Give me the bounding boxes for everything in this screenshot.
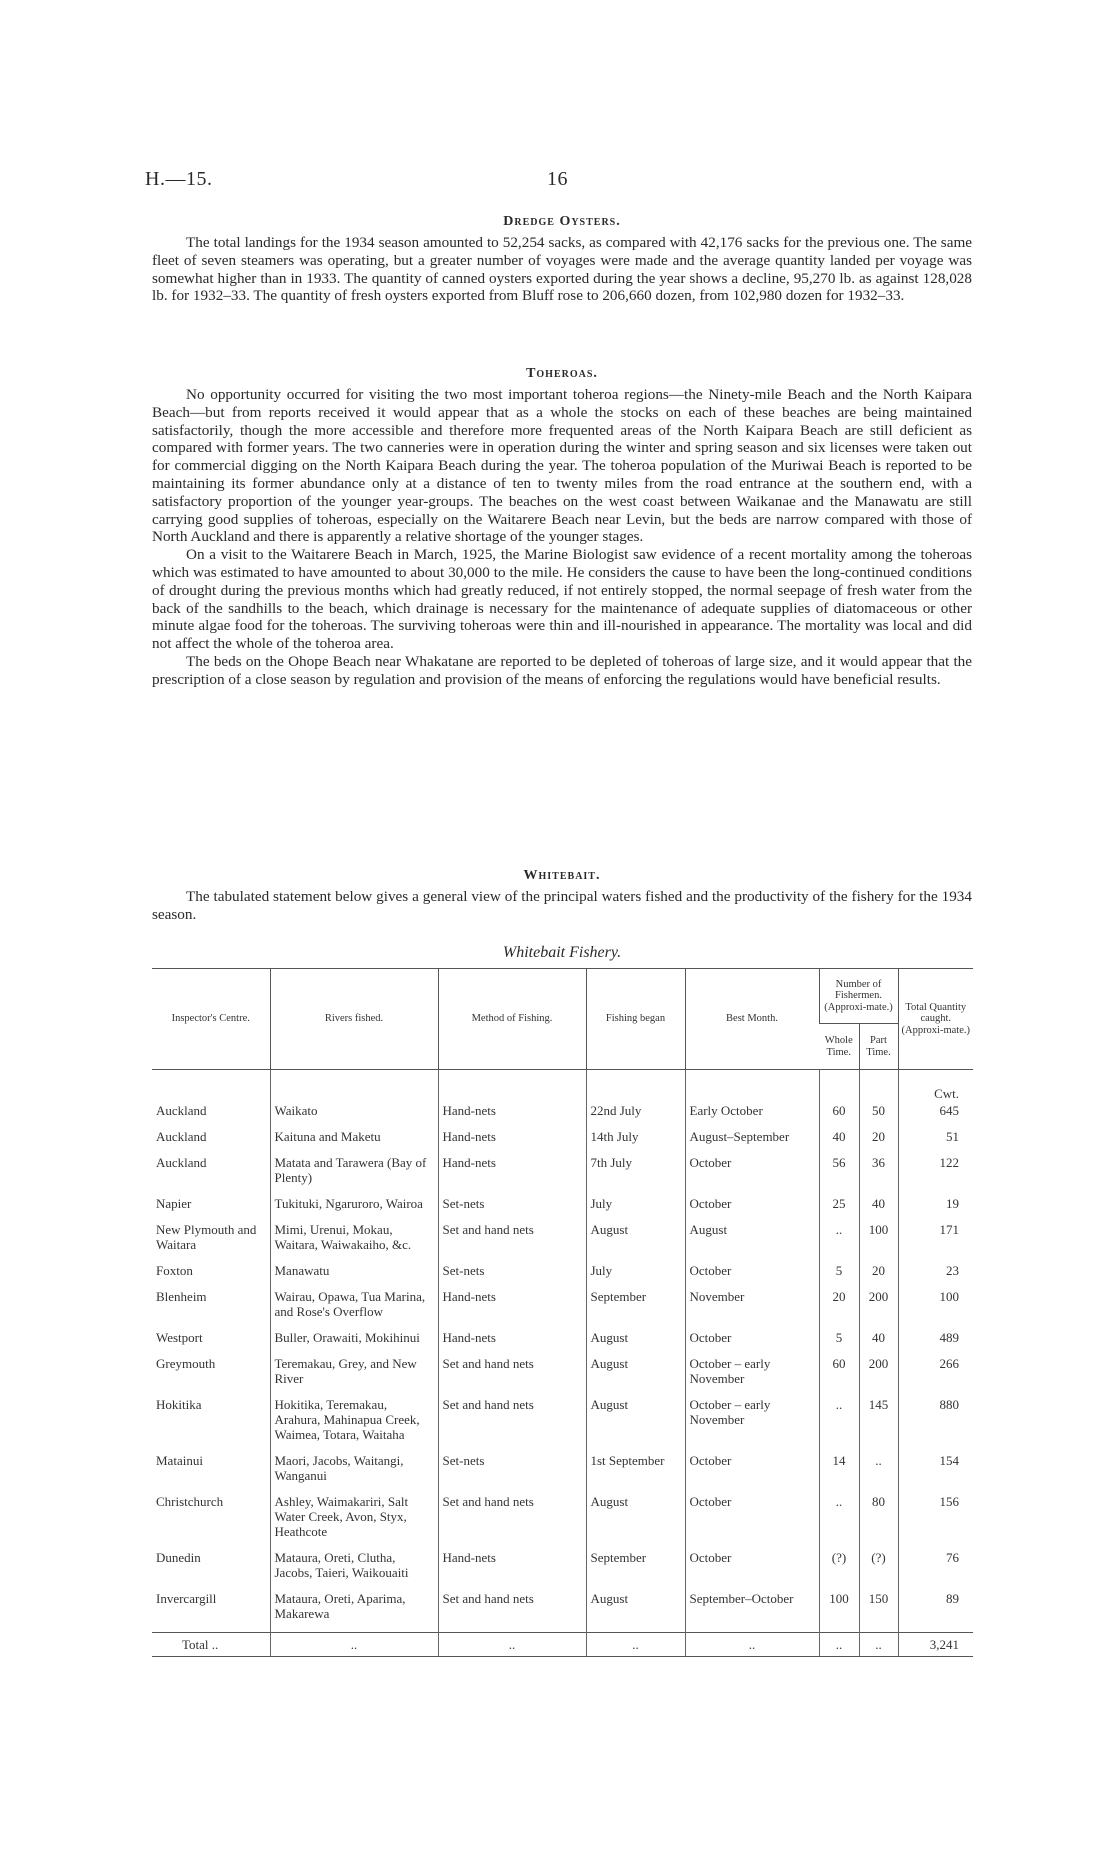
cell-centre: Foxton (156, 1263, 193, 1278)
cell-whole: .. (819, 1222, 859, 1263)
table-title: Whitebait Fishery. (502, 944, 622, 961)
cell-began: 1st September (586, 1453, 685, 1494)
whitebait-title: Whitebait. (523, 868, 601, 883)
cell-total: 23 (898, 1263, 973, 1289)
total-dots: .. (438, 1633, 586, 1657)
cell-rivers: Maori, Jacobs, Waitangi, Wanganui (270, 1453, 438, 1494)
cell-rivers: Ashley, Waimakariri, Salt Water Creek, Avon, Styx, Heathcote (270, 1494, 438, 1550)
table-row (152, 1263, 973, 1289)
header-part: Part Time. (859, 1024, 898, 1070)
cell-method: Hand-nets (438, 1155, 586, 1196)
table-row (152, 1196, 973, 1222)
dredge-title: Dredge Oysters. (503, 214, 621, 229)
cell-whole: .. (819, 1494, 859, 1550)
table-row (152, 1289, 973, 1330)
unit-label: Cwt. (898, 1070, 973, 1102)
total-label: Total (182, 1637, 209, 1652)
cell-began: September (586, 1550, 685, 1591)
table-row (152, 1101, 973, 1129)
header-rivers: Rivers fished. (270, 969, 438, 1070)
cell-began: August (586, 1222, 685, 1263)
table-row (152, 1330, 973, 1356)
cell-best: August (685, 1222, 819, 1263)
cell-part: 20 (859, 1263, 898, 1289)
table-row (152, 1453, 973, 1494)
cell-began: August (586, 1397, 685, 1453)
total-row (152, 1633, 973, 1657)
cell-method: Set and hand nets (438, 1397, 586, 1453)
cell-began: July (586, 1196, 685, 1222)
cell-total: 154 (898, 1453, 973, 1494)
cell-whole: 25 (819, 1196, 859, 1222)
cell-began: 7th July (586, 1155, 685, 1196)
cell-best: November (685, 1289, 819, 1330)
table-row (152, 1550, 973, 1591)
cell-part: 100 (859, 1222, 898, 1263)
cell-rivers: Matata and Tarawera (Bay of Plenty) (270, 1155, 438, 1196)
cell-whole: 40 (819, 1129, 859, 1155)
cell-part: 200 (859, 1289, 898, 1330)
cell-best: October (685, 1263, 819, 1289)
table-row (152, 1129, 973, 1155)
cell-rivers: Hokitika, Teremakau, Arahura, Mahinapua Creek, Waimea, Totara, Waitaha (270, 1397, 438, 1453)
total-value: 3,241 (898, 1633, 973, 1657)
cell-began: August (586, 1356, 685, 1397)
cell-best: September–October (685, 1591, 819, 1633)
header-centre: Inspector's Centre. (152, 969, 270, 1070)
cell-centre: Napier (156, 1196, 192, 1211)
total-dots: .. (586, 1633, 685, 1657)
cell-centre: Hokitika (156, 1397, 202, 1412)
cell-rivers: Mataura, Oreti, Clutha, Jacobs, Taieri, Waikouaiti (270, 1550, 438, 1591)
page-number: 16 (547, 168, 568, 190)
cell-best: October (685, 1155, 819, 1196)
cell-centre: New Plymouth and Waitara (156, 1222, 257, 1252)
cell-total: 19 (898, 1196, 973, 1222)
cell-method: Hand-nets (438, 1550, 586, 1591)
toheroas-title: Toheroas. (526, 366, 598, 381)
cell-began: July (586, 1263, 685, 1289)
header-whole: Whole Time. (819, 1024, 859, 1070)
table-row (152, 1155, 973, 1196)
header-began: Fishing began (586, 969, 685, 1070)
cell-centre: Greymouth (156, 1356, 216, 1371)
cell-part: 150 (859, 1591, 898, 1633)
table-row (152, 1494, 973, 1550)
dredge-paragraph: The total landings for the 1934 season amounted to 52,254 sacks, as compared with 42,176 sacks for the previous one. The same fleet of seven steamers was operating, but a greater number of voyages were made and the average quantity landed per voyage was somewhat higher than in 1933. The quantity of canned oysters exported during the year shows a decline, 95,270 lb. as against 128,028 lb. for 1932–33. The quantity of fresh oysters exported from Bluff rose to 206,660 dozen, from 102,980 dozen for 1932–33. (152, 234, 972, 305)
cell-method: Set-nets (438, 1453, 586, 1494)
cell-part: 200 (859, 1356, 898, 1397)
table-row (152, 1222, 973, 1263)
total-dots: .. (859, 1633, 898, 1657)
cell-whole: 20 (819, 1289, 859, 1330)
cell-method: Set and hand nets (438, 1494, 586, 1550)
cell-total: 489 (898, 1330, 973, 1356)
cell-best: October (685, 1196, 819, 1222)
cell-rivers: Mimi, Urenui, Mokau, Waitara, Waiwakaiho, &c. (270, 1222, 438, 1263)
table-row (152, 1356, 973, 1397)
cell-part: 40 (859, 1196, 898, 1222)
cell-whole: 100 (819, 1591, 859, 1633)
cell-centre: Auckland (156, 1129, 207, 1144)
cell-method: Hand-nets (438, 1330, 586, 1356)
cell-rivers: Manawatu (270, 1263, 438, 1289)
cell-centre: Christchurch (156, 1494, 224, 1509)
cell-whole: (?) (819, 1550, 859, 1591)
cell-method: Set and hand nets (438, 1222, 586, 1263)
cell-method: Set-nets (438, 1196, 586, 1222)
cell-part: 50 (859, 1101, 898, 1129)
cell-whole: 60 (819, 1101, 859, 1129)
document-code: H.—15. (145, 168, 213, 190)
cell-total: 880 (898, 1397, 973, 1453)
cell-part: 145 (859, 1397, 898, 1453)
whitebait-paragraph: The tabulated statement below gives a general view of the principal waters fished and the productivity of the fishery for the 1934 season. (152, 888, 972, 923)
cell-began: August (586, 1330, 685, 1356)
cell-part: 40 (859, 1330, 898, 1356)
cell-method: Set and hand nets (438, 1591, 586, 1633)
cell-total: 51 (898, 1129, 973, 1155)
cell-best: October (685, 1453, 819, 1494)
table-body (152, 1070, 973, 1633)
cell-total: 266 (898, 1356, 973, 1397)
cell-centre: Dunedin (156, 1550, 201, 1565)
header-best: Best Month. (685, 969, 819, 1070)
cell-method: Hand-nets (438, 1101, 586, 1129)
toheroas-paragraph: On a visit to the Waitarere Beach in March, 1925, the Marine Biologist saw evidence of a recent mortality among the toheroas which was estimated to have amounted to about 30,000 to the mile. He considers the cause to have been the long-continued conditions of drought during the previous months which had greatly reduced, if not entirely stopped, the normal seepage of fresh water from the back of the sandhills to the beach, which drainage is necessary for the maintenance of adequate supplies of diatomaceous or other minute algae food for the toheroas. The surviving toheroas were thin and ill-nourished in appearance. The mortality was local and did not affect the whole of the toheroa area. (152, 546, 972, 653)
cell-total: 100 (898, 1289, 973, 1330)
cell-method: Hand-nets (438, 1289, 586, 1330)
table-row (152, 1397, 973, 1453)
cell-method: Set and hand nets (438, 1356, 586, 1397)
cell-whole: .. (819, 1397, 859, 1453)
table-row (152, 1591, 973, 1633)
dredge-section (152, 214, 972, 305)
cell-total: 645 (898, 1101, 973, 1129)
total-dots: .. (685, 1633, 819, 1657)
cell-part: (?) (859, 1550, 898, 1591)
cell-rivers: Tukituki, Ngaruroro, Wairoa (270, 1196, 438, 1222)
cell-best: October (685, 1494, 819, 1550)
cell-rivers: Waikato (270, 1101, 438, 1129)
cell-whole: 5 (819, 1330, 859, 1356)
cell-part: 20 (859, 1129, 898, 1155)
toheroas-paragraph: The beds on the Ohope Beach near Whakatane are reported to be depleted of toheroas of large size, and it would appear that the prescription of a close season by regulation and provision of the means of enforcing the regulations would have beneficial results. (152, 652, 972, 688)
cell-part: 36 (859, 1155, 898, 1196)
cell-best: Early October (685, 1101, 819, 1129)
cell-centre: Auckland (156, 1155, 207, 1170)
cell-total: 171 (898, 1222, 973, 1263)
cell-began: 14th July (586, 1129, 685, 1155)
total-dots: .. (270, 1633, 438, 1657)
cell-whole: 56 (819, 1155, 859, 1196)
cell-rivers: Kaituna and Maketu (270, 1129, 438, 1155)
cell-total: 156 (898, 1494, 973, 1550)
cell-centre: Invercargill (156, 1591, 217, 1606)
toheroas-section (152, 366, 972, 689)
cell-began: August (586, 1494, 685, 1550)
cell-rivers: Teremakau, Grey, and New River (270, 1356, 438, 1397)
header-method: Method of Fishing. (438, 969, 586, 1070)
cell-part: .. (859, 1453, 898, 1494)
cell-best: October (685, 1330, 819, 1356)
cell-centre: Matainui (156, 1453, 203, 1468)
cell-whole: 5 (819, 1263, 859, 1289)
cell-began: August (586, 1591, 685, 1633)
whitebait-table (152, 968, 973, 1657)
cell-rivers: Wairau, Opawa, Tua Marina, and Rose's Overflow (270, 1289, 438, 1330)
cell-total: 89 (898, 1591, 973, 1633)
header-total: Total Quantity caught. (Approxi-mate.) (898, 969, 973, 1070)
cell-began: 22nd July (586, 1101, 685, 1129)
total-dots: .. (819, 1633, 859, 1657)
total-dots: .. (211, 1637, 219, 1652)
cell-whole: 60 (819, 1356, 859, 1397)
toheroas-paragraph: No opportunity occurred for visiting the two most important toheroa regions—the Ninety-mile Beach and the North Kaipara Beach—but from reports received it would appear that as a whole the stocks on each of these beaches are being maintained satisfactorily, though the more accessible and therefore more frequented areas of the North Kaipara Beach are still deficient as compared with former years. The two canneries were in operation during the winter and spring season and six licenses were taken out for commercial digging on the North Kaipara Beach during the year. The toheroa population of the Muriwai Beach is reported to be maintaining its former abundance only at a distance of ten to twenty miles from the road entrance at the southern end, with a satisfactory proportion of the younger year-groups. The beaches on the west coast between Waikanae and the Manawatu are still carrying good supplies of toheroas, especially on the Waitarere Beach near Levin, but the beds are narrow compared with those of North Auckland and there is apparently a relative shortage of the younger stages. (152, 386, 972, 546)
cell-best: October – early November (685, 1356, 819, 1397)
cell-part: 80 (859, 1494, 898, 1550)
cell-began: September (586, 1289, 685, 1330)
cell-total: 122 (898, 1155, 973, 1196)
whitebait-section (152, 868, 972, 924)
cell-centre: Westport (156, 1330, 203, 1345)
cell-method: Hand-nets (438, 1129, 586, 1155)
cell-whole: 14 (819, 1453, 859, 1494)
header-fishermen: Number of Fishermen. (Approxi-mate.) (819, 969, 898, 1024)
cell-centre: Auckland (156, 1103, 207, 1118)
cell-total: 76 (898, 1550, 973, 1591)
cell-centre: Blenheim (156, 1289, 207, 1304)
cell-best: October – early November (685, 1397, 819, 1453)
cell-method: Set-nets (438, 1263, 586, 1289)
cell-rivers: Buller, Orawaiti, Mokihinui (270, 1330, 438, 1356)
cell-best: August–September (685, 1129, 819, 1155)
cell-best: October (685, 1550, 819, 1591)
cell-rivers: Mataura, Oreti, Aparima, Makarewa (270, 1591, 438, 1633)
